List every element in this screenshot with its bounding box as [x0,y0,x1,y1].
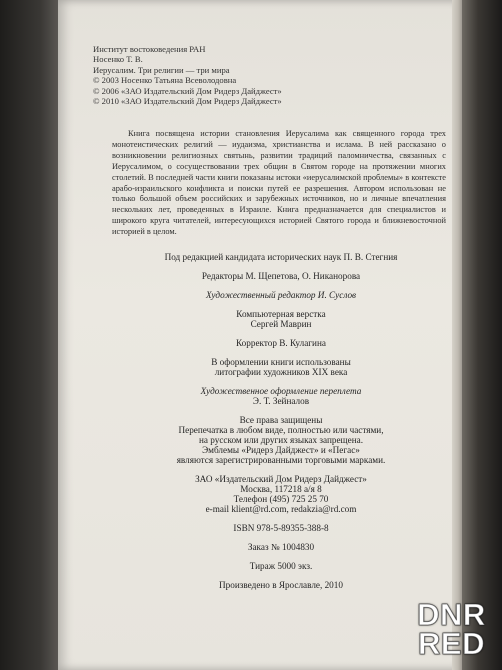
isbn: ISBN 978-5-89355-388-8 [233,523,329,533]
layout-label: Компьютерная верстка [236,309,326,319]
imprint-block [93,44,282,106]
publisher-name: ЗАО «Издательский Дом Ридерз Дайджест» [195,474,367,484]
imprint-line: © 2003 Носенко Татьяна Всеволодовна [93,75,237,86]
cover-name: Э. Т. Зейналов [252,396,310,406]
book-page [58,0,462,670]
publisher-phone: Телефон (495) 725 25 70 [233,494,329,504]
illustrations-line-1: В оформлении книги использованы [211,357,351,367]
imprint-line: Носенко Т. В. [93,54,143,65]
watermark-line-1: DNR [417,597,486,632]
book-edge-right [462,0,502,670]
book-gutter-left [0,0,58,670]
print-run: Тираж 5000 экз. [249,561,313,571]
annotation-paragraph: Книга посвящена истории становления Иерусалима как священного города трех монотеистических религий — иудаизма, христианства и ислама. В ней рассказано о возникновении религиозных святынь, развитии традиций паломничества, связанных с Иерусалимом, о сосуществовании трех общин в Святом городе на протяжении многих столетий. В последней части книги показаны истоки «иерусалимской проблемы» в контексте арабо-израильского конфликта и поиски путей ее разрешения. Автором использован не только большой объем российских и зарубежных источников, но и личные впечатления нескольких лет, проведенных в Израиле. Книга предназначается для специалистов и широкого круга читателей, интересующихся историей Святого города и ближневосточной историей в целом. [112,129,446,237]
rights-line-5: являются зарегистрированными торговыми марками. [176,455,386,465]
publisher-address: Москва, 117218 а/я 8 [240,484,322,494]
imprint-line: Иерусалим. Три религии — три мира [93,64,230,75]
watermark-logo [413,597,490,661]
imprint-line: © 2010 «ЗАО Издательский Дом Ридерз Дайджест» [93,96,282,107]
imprint-line: Институт востоковедения РАН [93,44,206,54]
order-number: Заказ № 1004830 [247,542,315,552]
watermark-line-2: RED [418,626,485,661]
rights-line-4: Эмблемы «Ридерз Дайджест» и «Пегас» [202,445,360,455]
cover-label: Художественное оформление переплета [200,386,362,396]
rights-line-2: Перепечатка в любом виде, полностью или частями, [178,425,384,435]
rights-line-3: на русском или других языках запрещена. [198,435,363,445]
printed-in: Произведено в Ярославле, 2010 [219,580,343,590]
imprint-line: © 2006 «ЗАО Издательский Дом Ридерз Дайджест» [93,85,282,96]
general-editor: Под редакцией кандидата исторических наук П. В. Стегния [164,252,398,262]
art-editor: Художественный редактор И. Суслов [205,290,357,300]
rights-line-1: Все права защищены [239,415,323,425]
proofreader: Корректор В. Кулагина [236,338,326,348]
credits-block [116,252,446,590]
editors: Редакторы М. Щепетова, О. Никанорова [201,271,361,281]
layout-name: Сергей Маврин [250,319,312,329]
publisher-email: e-mail klient@rd.com, redakzia@rd.com [205,504,357,514]
illustrations-line-2: литографии художников XIX века [214,367,348,377]
